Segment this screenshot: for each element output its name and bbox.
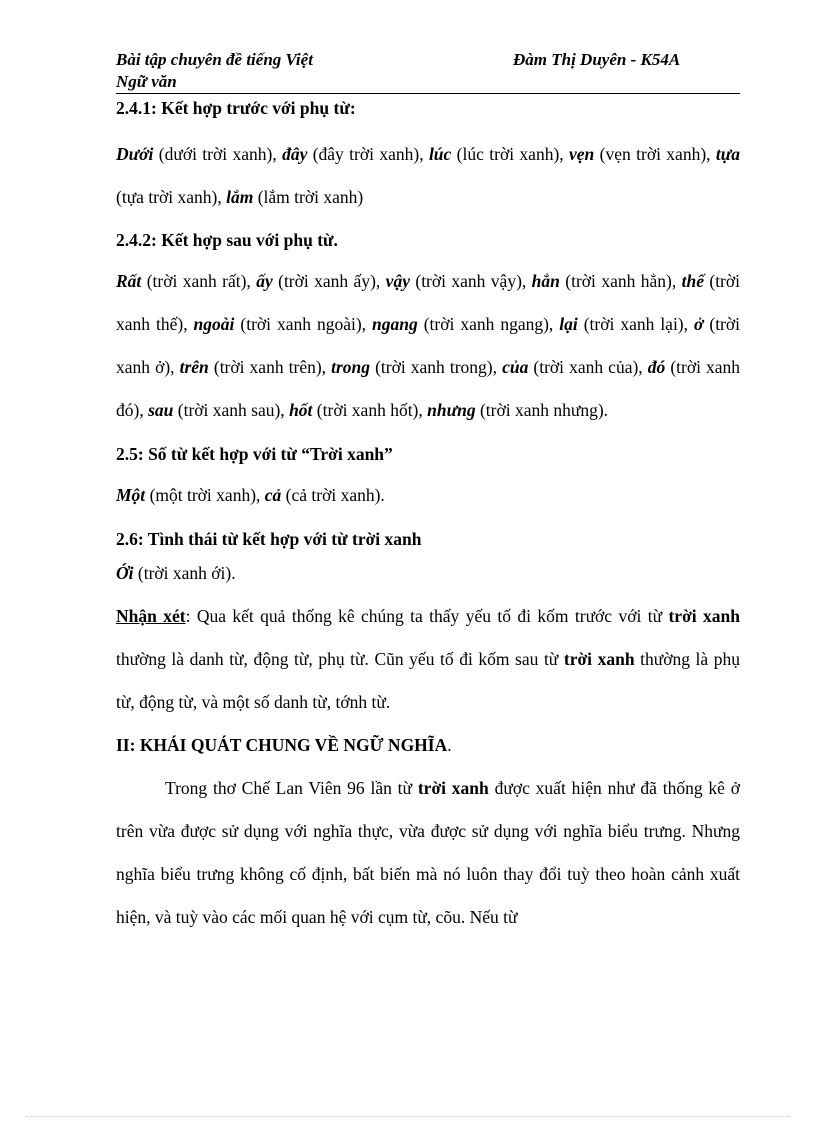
keyword: lắm [226, 187, 254, 207]
keyword: hẳn [531, 271, 560, 291]
paragraph-2-5 [116, 474, 740, 517]
keyword-example: (trời xanh trong), [370, 357, 503, 377]
keyword-example: (lắm trời xanh) [253, 187, 364, 207]
keyword: đây [282, 144, 308, 164]
closing-paragraph [116, 767, 740, 939]
keyword-example: (trời xanh ở), [116, 314, 740, 377]
keyword: ấy [256, 271, 273, 291]
document-body [116, 94, 740, 939]
keyword-example: (trời xanh của), [528, 357, 648, 377]
keyword: Rất [116, 271, 142, 291]
heading-2-5: 2.5: Số từ kết hợp với từ “Trời xanh” [116, 444, 393, 464]
keyword-example: (trời xanh ấy), [272, 271, 386, 291]
keyword: của [502, 357, 529, 377]
keyword: Ới [116, 563, 134, 583]
remark-text-2: thường là danh từ, động từ, phụ từ. Cũn yếu tố đi kốm sau từ [116, 649, 564, 669]
remark-bold-2: trời xanh [563, 649, 635, 669]
heading-II-end: . [447, 735, 452, 755]
keyword: ngang [372, 314, 418, 334]
keyword: cả [264, 485, 282, 505]
closing-text-2: được xuất hiện như đã thống kê ở trên vừa được sử dụng với nghĩa thực, vừa được sử dụng với nghĩa biểu trưng. Nhưng nghĩa biểu trưng không cố định, bất biến mà nó luôn thay đổi tuỳ theo hoàn cảnh xuất hiện, và tuỳ vào các mối quan hệ với cụm từ, cõu. Nếu từ [116, 778, 740, 927]
heading-2-4-2: 2.4.2: Kết hợp sau với phụ từ. [116, 230, 338, 250]
paragraph-2-4-1 [116, 133, 740, 219]
keyword-example: (trời xanh thế), [116, 271, 740, 334]
keyword: đó [647, 357, 666, 377]
keyword: trong [331, 357, 371, 377]
closing-bold: trời xanh [417, 778, 489, 798]
keyword: vẹn [569, 144, 595, 164]
keyword: ngoài [193, 314, 235, 334]
paragraph-2-6 [116, 552, 740, 595]
paragraph-2-4-2 [116, 260, 740, 432]
remark-paragraph [116, 595, 740, 724]
keyword: tựa [715, 144, 740, 164]
keyword-example: (dưới trời xanh), [153, 144, 283, 164]
header-title: Bài tập chuyên đề tiếng Việt [116, 50, 313, 69]
keyword-example: (trời xanh hốt), [312, 400, 428, 420]
keyword: lúc [428, 144, 452, 164]
keyword-example: (đây trời xanh), [307, 144, 429, 164]
keyword-example: (trời xanh ngoài), [234, 314, 373, 334]
closing-text-1: Trong thơ Chế Lan Viên 96 lần từ [165, 778, 418, 798]
remark-text-3: thường là phụ từ, động từ, và một số danh từ, tớnh từ. [116, 649, 740, 712]
heading-II-text: II: KHÁI QUÁT CHUNG VỀ NGỮ NGHĨA [116, 735, 448, 755]
keyword: vậy [385, 271, 410, 291]
header-subtitle: Ngữ văn [116, 72, 177, 91]
remark-text-1: : Qua kết quả thống kê chúng ta thấy yếu tố đi kốm trước với từ [185, 606, 669, 626]
keyword: sau [148, 400, 174, 420]
keyword: thế [681, 271, 704, 291]
page-bottom-border [26, 1116, 790, 1117]
keyword-example: (trời xanh rất), [141, 271, 257, 291]
keyword-example: (trời xanh ngang), [417, 314, 560, 334]
keyword-example: (trời xanh ới). [133, 563, 236, 583]
keyword-example: (trời xanh trên), [208, 357, 332, 377]
keyword-example: (tựa trời xanh), [116, 187, 227, 207]
heading-II [116, 724, 740, 767]
keyword-example: (vẹn trời xanh), [594, 144, 716, 164]
heading-2-4-1: 2.4.1: Kết hợp trước với phụ từ: [116, 98, 356, 118]
keyword: Một [116, 485, 146, 505]
remark-label: Nhận xét [116, 606, 186, 626]
keyword-example: (trời xanh lại), [577, 314, 694, 334]
keyword-example: (lúc trời xanh), [451, 144, 570, 164]
remark-bold-1: trời xanh [668, 606, 740, 626]
keyword-example: (trời xanh sau), [173, 400, 290, 420]
header-author: Đàm Thị Duyên - K54A [513, 50, 681, 69]
keyword: ở [693, 314, 704, 334]
heading-2-6: 2.6: Tình thái từ kết hợp với từ trời xanh [116, 529, 422, 549]
keyword: trên [179, 357, 209, 377]
keyword-example: (trời xanh hẳn), [559, 271, 682, 291]
keyword-example: (một trời xanh), [145, 485, 265, 505]
keyword-example: (trời xanh đó), [116, 357, 741, 420]
keyword: nhưng [427, 400, 476, 420]
keyword: Dưới [116, 144, 154, 164]
keyword: hốt [289, 400, 313, 420]
keyword-example: (trời xanh vậy), [409, 271, 532, 291]
keyword-example: (cả trời xanh). [281, 485, 385, 505]
keyword-example: (trời xanh nhưng). [475, 400, 609, 420]
keyword: lại [559, 314, 578, 334]
